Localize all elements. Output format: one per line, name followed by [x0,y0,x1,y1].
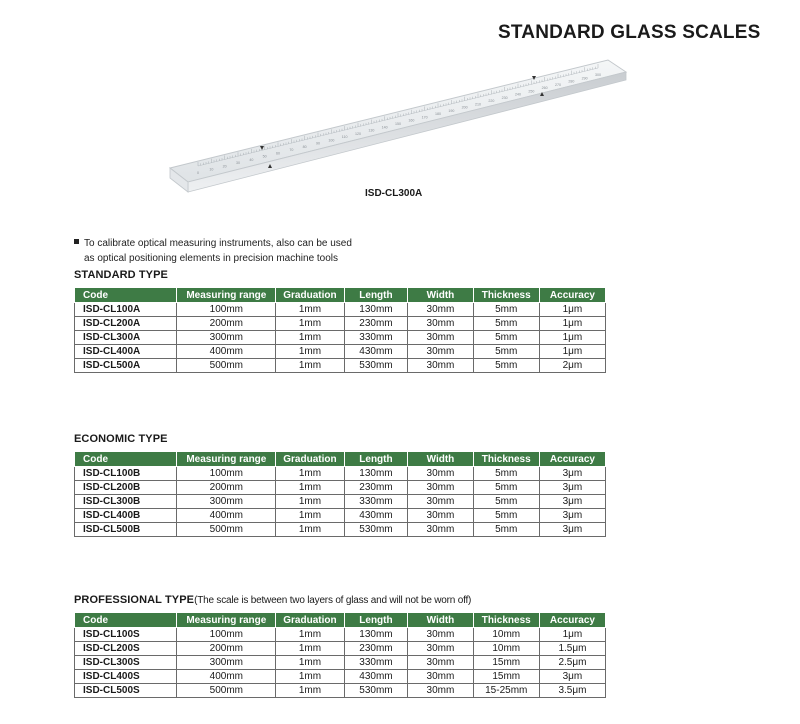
spec-cell: 15-25mm [473,684,539,698]
column-header: Thickness [473,452,539,467]
scale-label: 110 [341,135,348,140]
spec-cell: 2.5μm [539,656,605,670]
table-row [75,495,606,509]
spec-cell: 1μm [539,628,605,642]
scale-label: 170 [421,115,428,120]
spec-cell: 1mm [276,670,344,684]
spec-table-standard [74,287,606,373]
glass-scale-drawing [168,50,628,210]
spec-cell: 500mm [177,523,276,537]
spec-cell: 130mm [344,467,408,481]
model-code-cell: ISD-CL500A [75,359,177,373]
spec-cell: 230mm [344,481,408,495]
spec-cell: 1μm [539,303,605,317]
scale-label: 270 [555,82,561,87]
spec-cell: 430mm [344,509,408,523]
scale-label: 210 [475,102,481,107]
column-header: Width [408,288,473,303]
spec-cell: 400mm [177,509,276,523]
spec-cell: 1mm [276,359,344,373]
column-header: Code [75,613,177,628]
spec-cell: 530mm [344,359,408,373]
spec-cell: 30mm [408,684,473,698]
model-code-cell: ISD-CL500S [75,684,177,698]
spec-cell: 430mm [344,345,408,359]
spec-cell: 30mm [408,495,473,509]
table-row [75,331,606,345]
spec-cell: 3μm [539,481,605,495]
column-header: Graduation [276,613,344,628]
column-header: Length [344,452,408,467]
spec-cell: 1mm [276,331,344,345]
column-header: Graduation [276,288,344,303]
table-header-row [75,288,606,303]
spec-cell: 30mm [408,317,473,331]
spec-cell: 30mm [408,481,473,495]
scale-label: 180 [435,112,441,117]
spec-cell: 100mm [177,303,276,317]
spec-cell: 1.5μm [539,642,605,656]
spec-cell: 15mm [473,656,539,670]
column-header: Measuring range [177,613,276,628]
column-header: Code [75,452,177,467]
spec-cell: 330mm [344,331,408,345]
spec-cell: 30mm [408,656,473,670]
table-row [75,656,606,670]
spec-cell: 3μm [539,523,605,537]
scale-label: 10 [209,167,214,172]
spec-cell: 5mm [473,345,539,359]
scale-label: 130 [368,128,375,133]
scale-label: 40 [249,157,254,162]
spec-cell: 130mm [344,303,408,317]
spec-cell: 5mm [473,331,539,345]
spec-cell: 2μm [539,359,605,373]
spec-cell: 10mm [473,642,539,656]
table-row [75,509,606,523]
spec-cell: 400mm [177,670,276,684]
column-header: Width [408,613,473,628]
table-header-row [75,452,606,467]
table-row [75,303,606,317]
column-header: Graduation [276,452,344,467]
spec-cell: 30mm [408,359,473,373]
model-code-cell: ISD-CL200A [75,317,177,331]
section-title-text: STANDARD TYPE [74,269,168,281]
spec-cell: 5mm [473,317,539,331]
table-row [75,481,606,495]
note-line-2: as optical positioning elements in precision machine tools [84,253,339,264]
scale-label: 0 [197,171,199,175]
page-title: STANDARD GLASS SCALES [498,22,761,43]
spec-cell: 1mm [276,642,344,656]
scale-label: 70 [289,148,294,153]
spec-cell: 15mm [473,670,539,684]
scale-label: 300 [595,73,601,77]
spec-cell: 5mm [473,495,539,509]
scale-label: 90 [316,141,320,146]
scale-label: 220 [488,99,495,104]
spec-cell: 530mm [344,523,408,537]
table-row [75,628,606,642]
scale-label: 120 [355,131,361,136]
spec-cell: 200mm [177,317,276,331]
column-header: Width [408,452,473,467]
column-header: Accuracy [539,613,605,628]
model-code-cell: ISD-CL200B [75,481,177,495]
scale-label: 60 [276,151,280,156]
spec-cell: 300mm [177,331,276,345]
spec-table-professional [74,612,606,698]
model-code-cell: ISD-CL400B [75,509,177,523]
spec-cell: 100mm [177,467,276,481]
spec-cell: 430mm [344,670,408,684]
spec-cell: 30mm [408,345,473,359]
section-title-text: PROFESSIONAL TYPE [74,594,195,606]
usage-note [74,236,352,266]
column-header: Length [344,613,408,628]
scale-label: 30 [236,161,240,166]
spec-cell: 530mm [344,684,408,698]
model-code-cell: ISD-CL100A [75,303,177,317]
section-title-text: ECONOMIC TYPE [74,433,168,445]
spec-cell: 1μm [539,331,605,345]
spec-cell: 230mm [344,317,408,331]
scale-label: 190 [448,108,455,113]
spec-cell: 330mm [344,656,408,670]
section-title-standard [74,269,168,281]
spec-cell: 1μm [539,345,605,359]
table-row [75,684,606,698]
spec-cell: 3.5μm [539,684,605,698]
spec-cell: 5mm [473,481,539,495]
note-line-1: To calibrate optical measuring instruments, also can be used [84,238,352,249]
scale-label: 100 [328,138,335,143]
spec-cell: 300mm [177,495,276,509]
spec-cell: 30mm [408,467,473,481]
spec-cell: 1mm [276,345,344,359]
model-code-cell: ISD-CL300S [75,656,177,670]
scale-label: 250 [528,89,535,94]
spec-table-economic [74,451,606,537]
model-code-cell: ISD-CL300A [75,331,177,345]
scale-label: 230 [501,95,508,100]
spec-cell: 3μm [539,509,605,523]
spec-cell: 300mm [177,656,276,670]
scale-label: 260 [541,86,548,91]
spec-cell: 100mm [177,628,276,642]
column-header: Accuracy [539,288,605,303]
section-title-economic [74,433,168,445]
spec-cell: 400mm [177,345,276,359]
scale-label: 240 [515,92,521,97]
model-code-cell: ISD-CL100B [75,467,177,481]
table-row [75,523,606,537]
spec-cell: 1mm [276,628,344,642]
spec-cell: 30mm [408,331,473,345]
column-header: Measuring range [177,452,276,467]
spec-cell: 30mm [408,670,473,684]
spec-cell: 1μm [539,317,605,331]
spec-cell: 5mm [473,523,539,537]
scale-label: 150 [395,122,401,126]
spec-cell: 10mm [473,628,539,642]
model-code-cell: ISD-CL400S [75,670,177,684]
column-header: Measuring range [177,288,276,303]
spec-cell: 3μm [539,670,605,684]
table-row [75,317,606,331]
scale-label: 280 [568,79,575,84]
spec-cell: 5mm [473,509,539,523]
model-code-cell: ISD-CL400A [75,345,177,359]
spec-cell: 330mm [344,495,408,509]
scale-label: 80 [302,144,307,149]
section-title-professional [74,594,471,606]
scale-label: 50 [262,154,267,159]
scale-label: 290 [581,76,588,81]
column-header: Code [75,288,177,303]
image-caption: ISD-CL300A [365,188,423,199]
spec-cell: 30mm [408,628,473,642]
column-header: Thickness [473,613,539,628]
spec-cell: 30mm [408,509,473,523]
spec-cell: 30mm [408,642,473,656]
spec-cell: 1mm [276,481,344,495]
spec-cell: 500mm [177,359,276,373]
scale-label: 200 [461,105,468,110]
spec-cell: 1mm [276,317,344,331]
section-subtitle: (The scale is between two layers of glass and will not be worn off) [194,595,472,606]
spec-cell: 500mm [177,684,276,698]
spec-cell: 200mm [177,642,276,656]
spec-cell: 1mm [276,467,344,481]
spec-cell: 5mm [473,359,539,373]
table-header-row [75,613,606,628]
model-code-cell: ISD-CL500B [75,523,177,537]
scale-label: 160 [408,118,415,123]
spec-cell: 130mm [344,628,408,642]
column-header: Length [344,288,408,303]
spec-cell: 1mm [276,509,344,523]
spec-cell: 5mm [473,303,539,317]
bullet-icon [74,239,79,244]
spec-cell: 1mm [276,495,344,509]
column-header: Accuracy [539,452,605,467]
model-code-cell: ISD-CL200S [75,642,177,656]
spec-cell: 1mm [276,303,344,317]
spec-cell: 3μm [539,495,605,509]
table-row [75,642,606,656]
column-header: Thickness [473,288,539,303]
table-row [75,359,606,373]
table-row [75,467,606,481]
spec-cell: 230mm [344,642,408,656]
spec-cell: 3μm [539,467,605,481]
spec-cell: 1mm [276,523,344,537]
scale-label: 20 [222,164,227,169]
table-row [75,345,606,359]
spec-cell: 200mm [177,481,276,495]
spec-cell: 5mm [473,467,539,481]
model-code-cell: ISD-CL100S [75,628,177,642]
spec-cell: 30mm [408,303,473,317]
spec-cell: 1mm [276,656,344,670]
model-code-cell: ISD-CL300B [75,495,177,509]
glass-scale-image [168,50,628,210]
spec-cell: 1mm [276,684,344,698]
scale-label: 140 [381,125,388,130]
spec-cell: 30mm [408,523,473,537]
table-row [75,670,606,684]
